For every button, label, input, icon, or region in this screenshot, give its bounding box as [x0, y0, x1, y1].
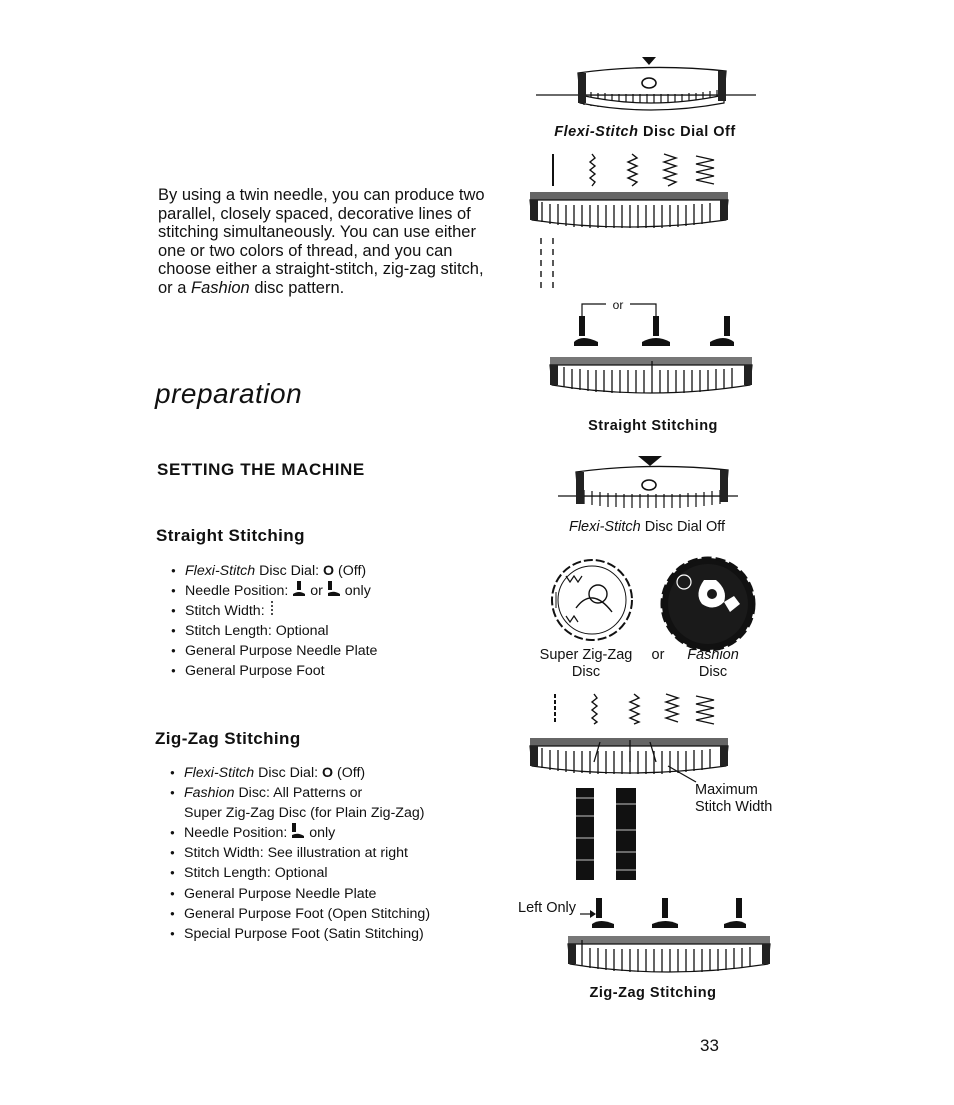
zigzag-dial-label: Disc Dial:: [258, 765, 319, 781]
super-disc-caption-2: Disc: [571, 664, 601, 680]
stitch-width-dial-zigzag: [528, 736, 733, 784]
straight-stitching-dial: [548, 355, 758, 405]
needle-center-icon: [292, 581, 306, 597]
max-width-line-1: Maximum: [695, 782, 758, 798]
zigzag-dial-off: (Off): [337, 765, 366, 781]
super-disc-caption-1: Super Zig-Zag: [539, 647, 633, 663]
needle-position-options: [570, 298, 750, 350]
left-only-needle-positions: [580, 894, 760, 932]
straight-heading: Straight Stitching: [156, 526, 305, 545]
zigzag-needle-label: Needle Position:: [184, 825, 288, 842]
fashion-disc-caption-2: Disc: [698, 664, 728, 680]
straight-dial-off: (Off): [338, 563, 367, 579]
straight-dial-item: [171, 561, 377, 581]
zigzag-plate-item: ● General Purpose Needle Plate: [170, 884, 430, 904]
zigzag-foot-open-item: ● General Purpose Foot (Open Stitching): [170, 904, 430, 924]
dial1-caption-rest: Disc Dial Off: [642, 124, 736, 140]
needle-left-icon: [327, 581, 341, 597]
straight-length-item: ● Stitch Length: Optional: [171, 621, 377, 641]
dial1-caption: [530, 124, 760, 140]
straight-stitching-caption: Straight Stitching: [588, 418, 718, 434]
zigzag-super-item: Super Zig-Zag Disc (for Plain Zig-Zag): [184, 805, 425, 822]
setting-heading: SETTING THE MACHINE: [157, 460, 365, 479]
flexi-dial-off-illustration: [530, 55, 760, 115]
satin-stitch-columns: [570, 786, 642, 882]
zigzag-width-item: ● Stitch Width: See illustration at right: [170, 843, 430, 863]
straight-needle-item: [171, 581, 377, 601]
zigzag-length-item: ● Stitch Length: Optional: [170, 863, 430, 883]
needle-left-icon: [291, 823, 305, 839]
super-zigzag-disc-caption: [530, 647, 642, 681]
straight-width-label: Stitch Width:: [185, 603, 265, 620]
dial2-caption-rest: Disc Dial Off: [644, 519, 726, 535]
stitch-width-dial-straight: [528, 190, 733, 235]
disc-or-label: or: [651, 647, 665, 663]
zigzag-heading: Zig-Zag Stitching: [155, 729, 301, 748]
zigzag-needle-only: only: [309, 825, 336, 842]
zigzag-stitching-caption: Zig-Zag Stitching: [589, 985, 717, 1001]
intro-text: By using a twin needle, you can produce two parallel, closely spaced, decorative lines of stitching simultaneously. You can use either one or two colors of thread, and you can choose either a straight-stitch, zig-zag stitch, or a: [158, 186, 485, 297]
stitch-patterns-row-2: [550, 692, 730, 728]
zigzag-needle-item: [170, 823, 430, 843]
page-number: 33: [700, 1036, 719, 1055]
zigzag-fashion-item: [170, 783, 430, 803]
intro-tail: disc pattern.: [254, 278, 345, 297]
zigzag-fashion-rest: Disc: All Patterns or: [238, 785, 363, 802]
straight-width-item: [171, 601, 377, 621]
straight-settings-list: [171, 561, 377, 682]
zigzag-stitching-dial: [566, 934, 772, 982]
fashion-disc: [654, 556, 762, 656]
zigzag-foot-satin-item: ● Special Purpose Foot (Satin Stitching): [170, 924, 430, 944]
section-title: preparation: [155, 378, 303, 409]
stitch-patterns-row: [548, 152, 728, 190]
twin-straight-lines: [536, 236, 560, 292]
max-width-line-2: Stitch Width: [695, 799, 773, 815]
super-zigzag-disc: [536, 556, 648, 644]
zigzag-dial-o: O: [322, 765, 334, 781]
dial1-caption-italic: Flexi-Stitch: [554, 124, 639, 140]
zigzag-settings-list: [170, 763, 430, 944]
flexi-dial-off-illustration-2: [552, 452, 742, 514]
zigzag-dial-italic: Flexi-Stitch: [184, 765, 255, 781]
straight-dial-o: O: [323, 563, 335, 579]
straight-plate-item: ● General Purpose Needle Plate: [171, 641, 377, 661]
straight-needle-or: or: [310, 583, 323, 600]
straight-foot-item: ● General Purpose Foot: [171, 661, 377, 681]
dial2-caption: [552, 519, 742, 535]
intro-fashion: Fashion: [191, 278, 250, 297]
max-width-callout: [695, 782, 772, 816]
zigzag-dial-item: [170, 763, 430, 783]
left-only-label: Left Only: [518, 900, 577, 916]
or-label: or: [606, 298, 630, 312]
straight-stitch-icon: [269, 601, 275, 617]
straight-needle-label: Needle Position:: [185, 583, 289, 600]
intro-paragraph: [158, 186, 488, 298]
straight-needle-only: only: [344, 583, 371, 600]
fashion-disc-caption: [676, 647, 750, 681]
zigzag-fashion-italic: Fashion: [184, 785, 235, 802]
dial2-caption-italic: Flexi-Stitch: [568, 519, 641, 535]
straight-dial-italic: Flexi-Stitch: [185, 563, 256, 579]
fashion-disc-caption-1: Fashion: [687, 647, 739, 663]
straight-dial-label: Disc Dial:: [259, 563, 320, 579]
